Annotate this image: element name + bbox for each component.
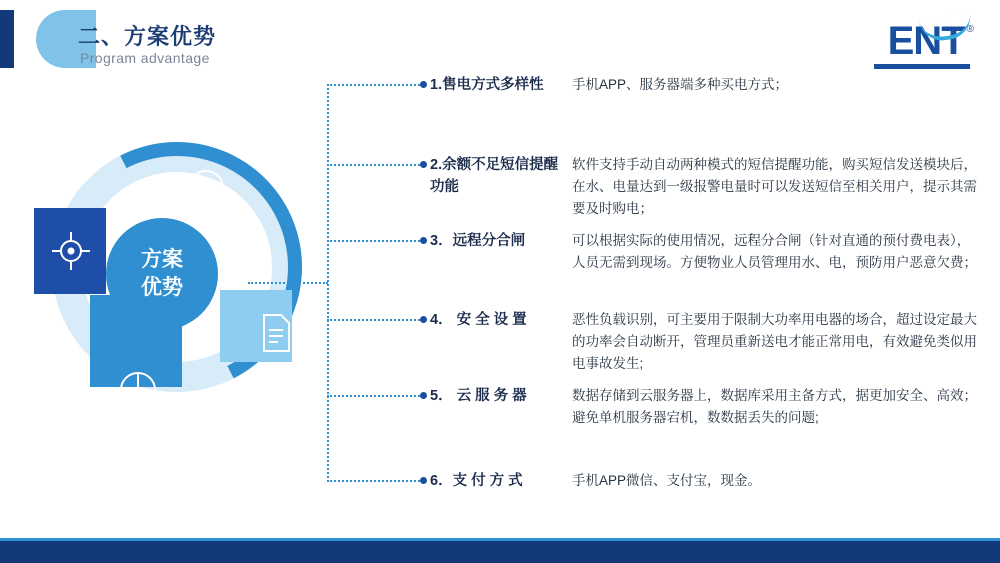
- item-title: 1.售电方式多样性: [430, 77, 544, 93]
- target-icon: [50, 230, 92, 272]
- pie-chart-icon: [116, 368, 160, 412]
- connector-branch: [327, 240, 423, 242]
- connector-branch: [327, 319, 423, 321]
- bullet-dot: [420, 316, 427, 323]
- clock-icon: [186, 168, 226, 208]
- page-title: 二、方案优势: [78, 24, 217, 49]
- item-title: 4． 安 全 设 置: [430, 312, 527, 328]
- list-item: [430, 385, 985, 429]
- list-item: [430, 309, 985, 375]
- document-icon: [258, 312, 294, 354]
- item-description: 软件支持手动自动两种模式的短信提醒功能，购买短信发送模块后，在水、电量达到一级报警电量时可以发送短信至相关用户，提示其需要及时购电；: [572, 157, 977, 216]
- item-description: 恶性负载识别，可主要用于限制大功率用电器的场合，超过设定最大的功率会自动断开，管理员重新送电才能正常用电，有效避免类似用电事故发生;: [572, 312, 977, 371]
- list-item: [430, 154, 985, 220]
- list-item: [430, 230, 985, 274]
- connector-branch: [327, 164, 423, 166]
- registered-mark-icon: ®: [966, 24, 974, 35]
- bullet-dot: [420, 81, 427, 88]
- center-badge-line2: 优势: [141, 276, 183, 299]
- item-description: 数据存储到云服务器上，数据库采用主备方式，据更加安全、高效；避免单机服务器宕机，数数据丢失的问题;: [572, 388, 977, 425]
- footer-bar: [0, 541, 1000, 563]
- connector-branch: [327, 480, 423, 482]
- list-item: [430, 74, 985, 96]
- item-title: 2.余额不足短信提醒功能: [430, 157, 559, 195]
- connector-branch: [327, 84, 423, 86]
- center-badge: [106, 218, 218, 330]
- brand-logo-text: ENT: [887, 19, 965, 63]
- header-accent-bar: [0, 10, 14, 68]
- advantage-graphic: [20, 130, 320, 430]
- bullet-dot: [420, 237, 427, 244]
- page-subtitle: Program advantage: [80, 50, 210, 66]
- connector-branch: [327, 395, 423, 397]
- item-description: 手机APP微信、支付宝，现金。: [572, 473, 762, 488]
- brand-logo-underline: [874, 64, 970, 69]
- item-title: 5． 云 服 务 器: [430, 388, 527, 404]
- connector-lead: [248, 282, 328, 284]
- bullet-dot: [420, 392, 427, 399]
- connector-trunk: [327, 84, 329, 482]
- item-description: 可以根据实际的使用情况，远程分合闸（针对直通的预付费电表），人员无需到现场。方便物业人员管理用水、电，预防用户恶意欠费；: [572, 233, 977, 270]
- bullet-dot: [420, 161, 427, 168]
- item-title: 6．支 付 方 式: [430, 473, 523, 489]
- item-title: 3．远程分合闸: [430, 233, 526, 249]
- item-description: 手机APP、服务器端多种买电方式；: [572, 77, 789, 92]
- bullet-dot: [420, 477, 427, 484]
- center-badge-line1: 方案: [141, 248, 183, 271]
- list-item: [430, 470, 985, 492]
